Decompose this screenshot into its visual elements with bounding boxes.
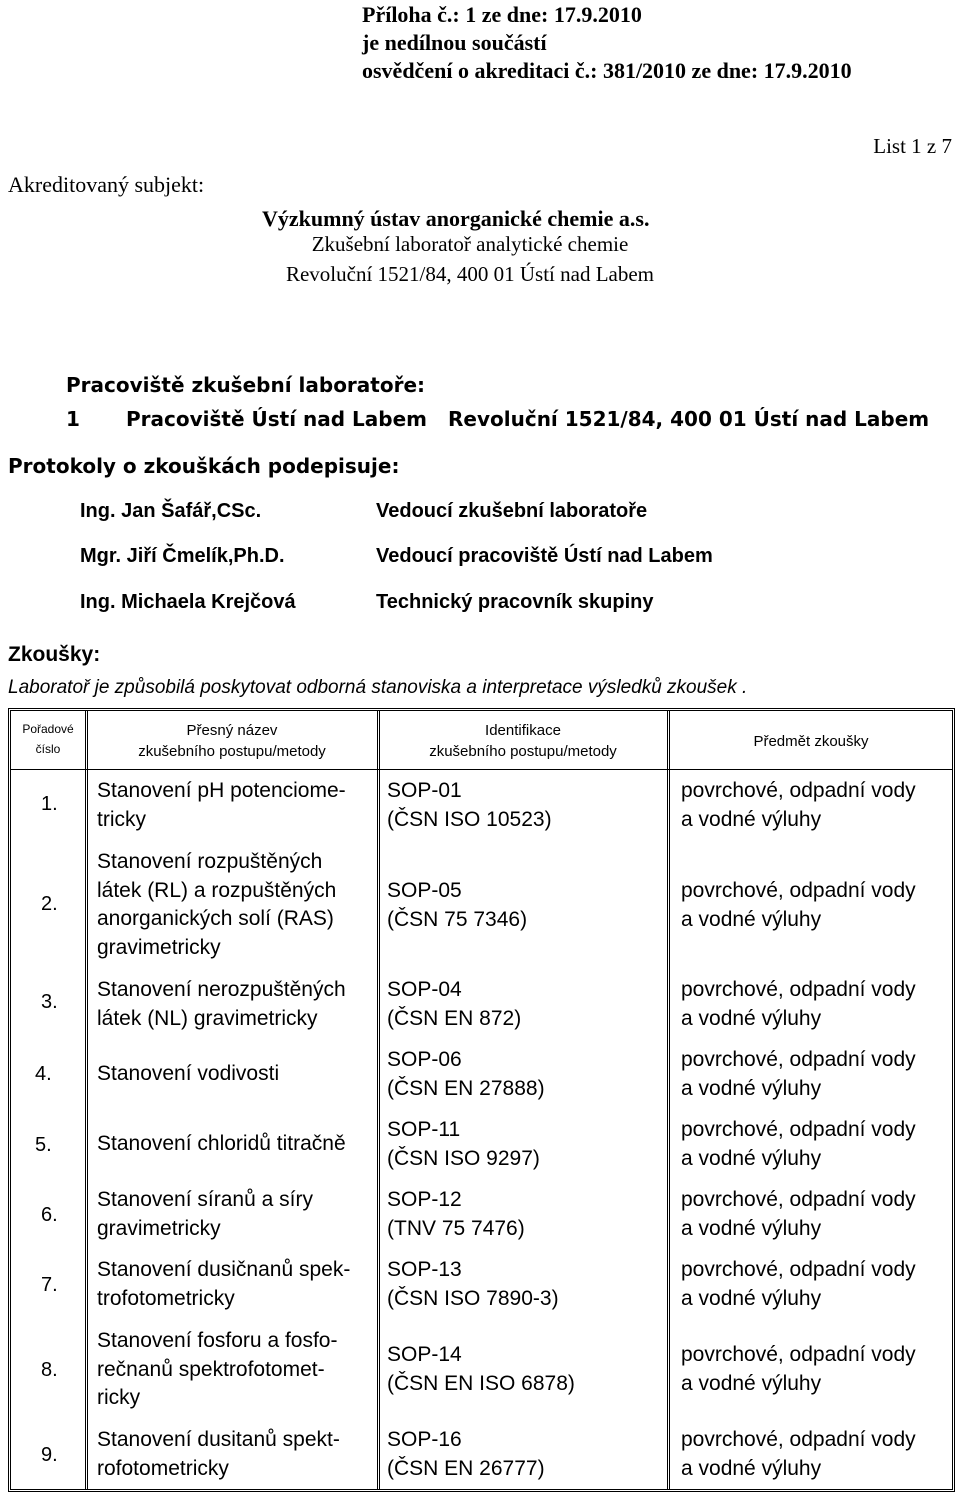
- method-line: rofotometricky: [97, 1456, 229, 1480]
- method-name: [97, 1426, 340, 1483]
- row-number: 5.: [35, 1134, 52, 1156]
- method-name: [97, 777, 346, 834]
- test-subject-line: povrchové, odpadní vody: [681, 1048, 916, 1071]
- method-line: Stanovení dusičnanů spek-: [97, 1258, 351, 1281]
- col-id-line1: Identifikace: [485, 722, 561, 739]
- method-line: Stanovení pH potenciome-: [97, 779, 346, 802]
- tests-table: [8, 708, 955, 1492]
- test-subject-line: a vodné výluhy: [681, 1006, 822, 1030]
- column-divider: [377, 711, 380, 1489]
- test-subject: [681, 1186, 916, 1243]
- method-id: [387, 1426, 545, 1483]
- method-id-code: SOP-14: [387, 1343, 462, 1366]
- col-subject-header: Předmět zkoušky: [753, 733, 869, 750]
- method-line: látek (NL) gravimetricky: [97, 1006, 318, 1030]
- subject-name: Výzkumný ústav anorganické chemie a.s.: [262, 206, 650, 231]
- lab-address: Revoluční 1521/84, 400 01 Ústí nad Labem: [285, 262, 655, 286]
- method-id-standard: (TNV 75 7476): [387, 1216, 525, 1240]
- test-subject-line: a vodné výluhy: [681, 1286, 822, 1310]
- method-id: [387, 1256, 559, 1313]
- col-name-line1: Přesný název: [186, 722, 278, 739]
- method-id-code: SOP-01: [387, 779, 462, 802]
- method-line: tricky: [97, 807, 146, 831]
- method-name: [97, 1327, 337, 1413]
- method-id-code: SOP-11: [387, 1118, 461, 1141]
- method-line: Stanovení chloridů titračně: [97, 1132, 346, 1155]
- test-subject-line: povrchové, odpadní vody: [681, 1118, 916, 1141]
- method-id-code: SOP-04: [387, 978, 462, 1001]
- test-subject-line: a vodné výluhy: [681, 1456, 822, 1480]
- row-number: 6.: [41, 1204, 58, 1226]
- test-subject-line: povrchové, odpadní vody: [681, 779, 916, 802]
- method-id-standard: (ČSN ISO 9297): [387, 1146, 540, 1170]
- method-name: [97, 1256, 350, 1313]
- method-line: Stanovení dusitanů spekt-: [97, 1428, 340, 1451]
- method-id: [387, 1341, 575, 1398]
- row-number: 1.: [41, 793, 58, 815]
- col-id-header: [379, 720, 667, 762]
- workplaces-title: Pracoviště zkušební laboratoře:: [66, 373, 426, 397]
- test-subject: [681, 1341, 916, 1398]
- method-id: [387, 1116, 540, 1173]
- accreditation-line: osvědčení o akreditaci č.: 381/2010 ze dne: 17.9.2010: [362, 58, 852, 83]
- method-name: [97, 848, 336, 962]
- method-line: gravimetricky: [97, 1216, 221, 1240]
- col-id-line2: zkušebního postupu/metody: [429, 743, 617, 760]
- tests-title: Zkoušky:: [8, 643, 101, 666]
- signers-title: Protokoly o zkouškách podepisuje:: [8, 454, 400, 478]
- signer-role: Technický pracovník skupiny: [376, 591, 654, 613]
- column-divider: [85, 711, 88, 1489]
- test-subject-line: povrchové, odpadní vody: [681, 1188, 916, 1211]
- row-number: 7.: [41, 1274, 58, 1296]
- test-subject-line: povrchové, odpadní vody: [681, 978, 916, 1001]
- method-id: [387, 1186, 525, 1243]
- method-name: [97, 976, 346, 1033]
- signer-role: Vedoucí pracoviště Ústí nad Labem: [376, 545, 713, 567]
- test-subject: [681, 877, 916, 934]
- method-id-standard: (ČSN ISO 10523): [387, 807, 552, 831]
- method-line: rečnanů spektrofotomet-: [97, 1357, 325, 1381]
- column-divider: [667, 711, 670, 1489]
- col-name-line2: zkušebního postupu/metody: [138, 743, 326, 760]
- method-id: [387, 1046, 545, 1103]
- method-line: látek (RL) a rozpuštěných: [97, 878, 337, 902]
- col-order-line2: číslo: [35, 742, 61, 756]
- test-subject-line: a vodné výluhy: [681, 1371, 822, 1395]
- test-subject: [681, 1426, 916, 1483]
- tests-note: Laboratoř je způsobilá poskytovat odborná stanoviska a interpretace výsledků zkoušek .: [8, 677, 748, 698]
- annex-line: Příloha č.: 1 ze dne: 17.9.2010: [362, 2, 642, 27]
- method-name: [97, 1130, 346, 1159]
- test-subject-line: a vodné výluhy: [681, 907, 822, 931]
- test-subject-line: a vodné výluhy: [681, 807, 822, 831]
- row-number: 4.: [35, 1063, 52, 1085]
- method-line: Stanovení rozpuštěných: [97, 850, 323, 873]
- method-id-code: SOP-05: [387, 879, 462, 902]
- lab-name: Zkušební laboratoř analytické chemie: [311, 232, 629, 256]
- method-id: [387, 777, 552, 834]
- method-line: Stanovení nerozpuštěných: [97, 978, 346, 1001]
- method-name: [97, 1060, 279, 1089]
- test-subject: [681, 1046, 916, 1103]
- col-order-line1: Pořadové: [22, 722, 74, 736]
- col-order-header: [11, 719, 85, 759]
- method-id-code: SOP-06: [387, 1048, 462, 1071]
- method-line: anorganických solí (RAS): [97, 907, 334, 930]
- method-id: [387, 976, 521, 1033]
- method-id-standard: (ČSN EN 27888): [387, 1076, 545, 1100]
- row-number: 3.: [41, 991, 58, 1013]
- test-subject: [681, 976, 916, 1033]
- workplace-name: Pracoviště Ústí nad Labem: [126, 407, 427, 431]
- test-subject-line: a vodné výluhy: [681, 1146, 822, 1170]
- method-line: gravimetricky: [97, 935, 221, 959]
- method-id-standard: (ČSN EN 26777): [387, 1456, 545, 1480]
- annex-part-line: je nedílnou součástí: [362, 30, 547, 55]
- method-name: [97, 1186, 313, 1243]
- test-subject-line: povrchové, odpadní vody: [681, 1428, 916, 1451]
- signer-name: Mgr. Jiří Čmelík,Ph.D.: [80, 545, 285, 567]
- method-id-code: SOP-12: [387, 1188, 462, 1211]
- method-id: [387, 877, 527, 934]
- workplace-address: Revoluční 1521/84, 400 01 Ústí nad Labem: [448, 407, 930, 431]
- row-number: 2.: [41, 893, 58, 915]
- method-id-standard: (ČSN EN 872): [387, 1006, 522, 1030]
- sheet-number: List 1 z 7: [873, 134, 952, 158]
- row-number: 9.: [41, 1444, 58, 1466]
- method-line: Stanovení fosforu a fosfo-: [97, 1329, 338, 1352]
- method-id-code: SOP-13: [387, 1258, 462, 1281]
- test-subject: [681, 777, 916, 834]
- col-name-header: [87, 720, 377, 762]
- method-id-standard: (ČSN 75 7346): [387, 907, 528, 931]
- signer-role: Vedoucí zkušební laboratoře: [376, 500, 648, 522]
- workplace-no: 1: [66, 407, 80, 431]
- method-line: Stanovení síranů a síry: [97, 1188, 313, 1211]
- test-subject-line: povrchové, odpadní vody: [681, 879, 916, 902]
- header-rule: [11, 769, 952, 770]
- test-subject-line: a vodné výluhy: [681, 1216, 822, 1240]
- method-line: trofotometricky: [97, 1286, 235, 1310]
- test-subject-line: povrchové, odpadní vody: [681, 1343, 916, 1366]
- test-subject-line: a vodné výluhy: [681, 1076, 822, 1100]
- method-line: Stanovení vodivosti: [97, 1062, 280, 1085]
- test-subject: [681, 1256, 916, 1313]
- method-line: ricky: [97, 1386, 141, 1409]
- method-id-standard: (ČSN EN ISO 6878): [387, 1371, 575, 1395]
- test-subject: [681, 1116, 916, 1173]
- signer-name: Ing. Michaela Krejčová: [80, 591, 296, 613]
- subject-label: Akreditovaný subjekt:: [8, 172, 205, 197]
- row-number: 8.: [41, 1359, 58, 1381]
- test-subject-line: povrchové, odpadní vody: [681, 1258, 916, 1281]
- method-id-code: SOP-16: [387, 1428, 462, 1451]
- method-id-standard: (ČSN ISO 7890-3): [387, 1286, 559, 1310]
- signer-name: Ing. Jan Šafář,CSc.: [80, 500, 262, 522]
